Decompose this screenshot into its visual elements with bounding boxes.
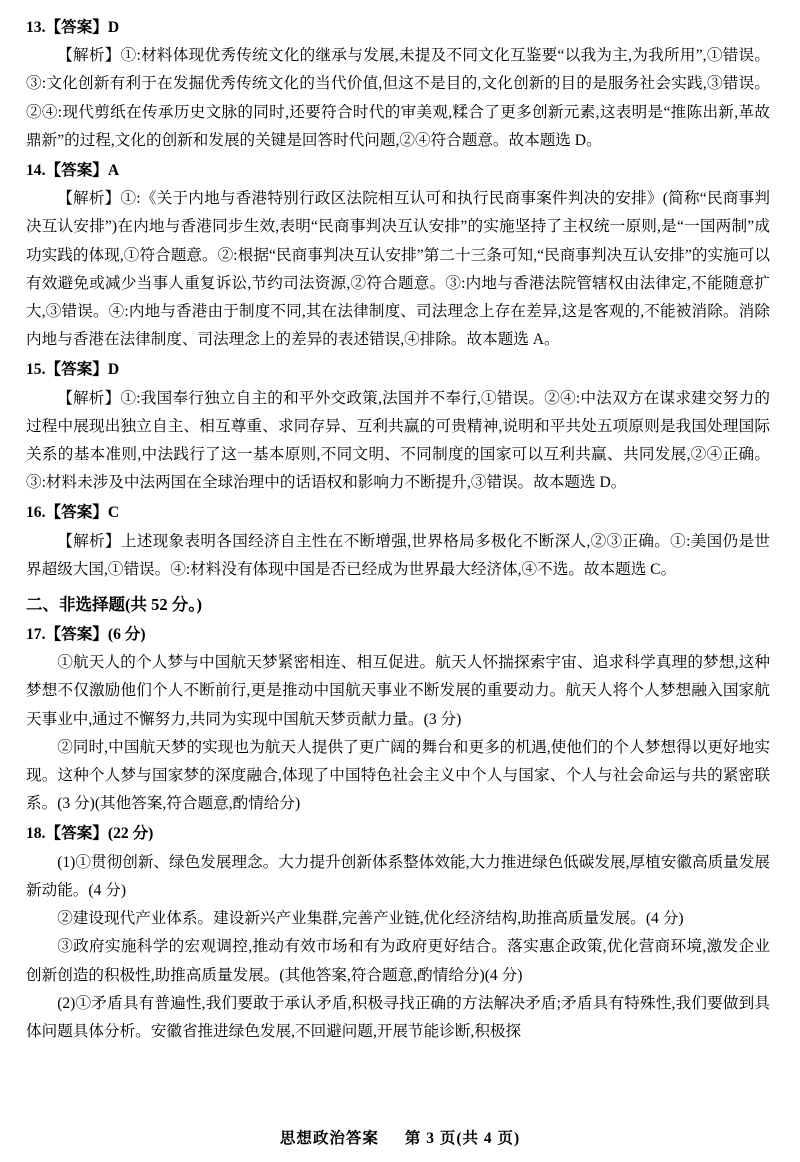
item-number: 15. (26, 361, 46, 379)
item-number: 17. (26, 626, 46, 644)
answer-item-18 (26, 820, 770, 1046)
answer-heading (26, 499, 770, 527)
answer-value: D (107, 361, 120, 379)
answer-label: 【答案】 (45, 361, 108, 379)
answer-label: 【答案】 (45, 19, 108, 36)
answer-paragraph: ②同时,中国航天梦的实现也为航天人提供了更广阔的舞台和更多的机遇,使他们的个人梦想得以更好地实现。这种个人梦与国家梦的深度融合,体现了中国特色社会主义中个人与国家、个人与社会命运与共的紧密联系。(3 分)(其他答案,符合题意,酌情给分) (26, 738, 770, 813)
footer-page-label: 第 3 页(共 4 页) (404, 1130, 521, 1147)
answer-paragraph: ③政府实施科学的宏观调控,推动有效市场和有为政府更好结合。落实惠企政策,优化营商环境,激发企业创新创造的积极性,助推高质量发展。(其他答案,符合题意,酌情给分)(4 分) (26, 938, 770, 984)
answer-item-17 (26, 621, 770, 818)
answer-value: A (107, 162, 120, 180)
analysis-label: 【解析】 (57, 190, 121, 208)
answer-value: D (107, 19, 120, 36)
analysis-block (26, 185, 770, 354)
answer-label: 【答案】 (45, 626, 108, 644)
answer-paragraph: ②建设现代产业体系。建设新兴产业集群,完善产业链,优化经济结构,助推高质量发展。(4 分) (57, 910, 684, 928)
analysis-text: ①:《关于内地与香港特别行政区法院相互认可和执行民商事案件判决的安排》(简称“民商事判决互认安排”)在内地与香港同步生效,表明“民商事判决互认安排”的实施坚持了主权统一原则,是“一国两制”成功实践的体现,①符合题意。②:根据“民商事判决互认安排”第二十三条可知,“民商事判决互认安排”的实施可以有效避免或减少当事人重复诉讼,节约司法资源,②符合题意。③:内地与香港法院管辖权由法律定,不能随意扩大,③错误。④:内地与香港由于制度不同,其在法律制度、司法理念上存在差异,这是客观的,不能被消除。消除内地与香港在法律制度、司法理念上的差异的表述错误,④排除。故本题选 A。 (26, 190, 770, 349)
analysis-label: 【解析】 (57, 532, 121, 550)
answer-label: 【答案】 (45, 162, 108, 180)
answer-heading (26, 820, 770, 848)
answer-heading (26, 621, 770, 649)
answer-item-15 (26, 356, 770, 497)
answer-score: (22 分) (107, 825, 154, 843)
footer-subject: 思想政治答案 (279, 1130, 379, 1147)
analysis-text: ①:我国奉行独立自主的和平外交政策,法国并不奉行,①错误。②④:中法双方在谋求建交努力的过程中展现出独立自主、相互尊重、求同存异、互利共赢的可贵精神,说明和平共处五项原则是我国处理国际关系的基本准则,中法践行了这一基本原则,不同文明、不同制度的国家可以互利共赢、共同发展,②④正确。③:材料未涉及中法两国在全球治理中的话语权和影响力不断提升,③错误。故本题选 D。 (26, 389, 770, 492)
item-number: 14. (26, 162, 46, 180)
analysis-label: 【解析】 (57, 47, 121, 65)
analysis-text: 上述现象表明各国经济自主性在不断增强,世界格局多极化不断深人,②③正确。①:美国仍是世界超级大国,①错误。④:材料没有体现中国是否已经成为世界最大经济体,④不选。故本题选 C。 (26, 532, 770, 578)
analysis-block (26, 42, 770, 155)
answer-paragraph: (2)①矛盾具有普遍性,我们要敢于承认矛盾,积极寻找正确的方法解决矛盾;矛盾具有特殊性,我们要做到具体问题具体分析。安徽省推进绿色发展,不回避问题,开展节能诊断,积极探 (26, 994, 770, 1040)
answer-label: 【答案】 (45, 504, 108, 522)
answer-score: (6 分) (107, 626, 146, 644)
analysis-block (26, 528, 770, 584)
analysis-text: ①:材料体现优秀传统文化的继承与发展,未提及不同文化互鉴要“以我为主,为我所用”,①错误。③:文化创新有利于在发掘优秀传统文化的当代价值,但这不是目的,文化创新的目的是服务社会实践,③错误。②④:现代剪纸在传承历史文脉的同时,还要符合时代的审美观,糅合了更多创新元素,这表明是“推陈出新,革故鼎新”的过程,文化的创新和发展的关键是回答时代问题,②④符合题意。故本题选 D。 (26, 47, 770, 149)
page-footer (0, 1126, 800, 1148)
answer-value: C (107, 504, 120, 522)
answer-heading (26, 157, 770, 185)
answer-item-13 (26, 14, 770, 155)
answer-item-14 (26, 157, 770, 354)
answer-paragraph: ①航天人的个人梦与中国航天梦紧密相连、相互促进。航天人怀揣探索宇宙、追求科学真理的梦想,这种梦想不仅激励他们个人不断前行,更是推动中国航天事业不断发展的重要动力。航天人将个人梦想融入国家航天事业中,通过不懈努力,共同为实现中国航天梦贡献力量。(3 分) (26, 654, 770, 728)
analysis-block (26, 385, 770, 498)
item-number: 13. (26, 19, 46, 36)
section-heading: 二、非选择题(共 52 分。) (26, 595, 202, 615)
answer-heading (26, 356, 770, 384)
answer-item-16 (26, 499, 770, 584)
answer-paragraph: (1)①贯彻创新、绿色发展理念。大力提升创新体系整体效能,大力推进绿色低碳发展,厚植安徽高质量发展新动能。(4 分) (26, 853, 770, 899)
analysis-label: 【解析】 (57, 389, 121, 407)
item-number: 18. (26, 825, 46, 843)
answer-label: 【答案】 (45, 825, 108, 843)
item-number: 16. (26, 504, 46, 522)
answer-heading (26, 14, 770, 42)
